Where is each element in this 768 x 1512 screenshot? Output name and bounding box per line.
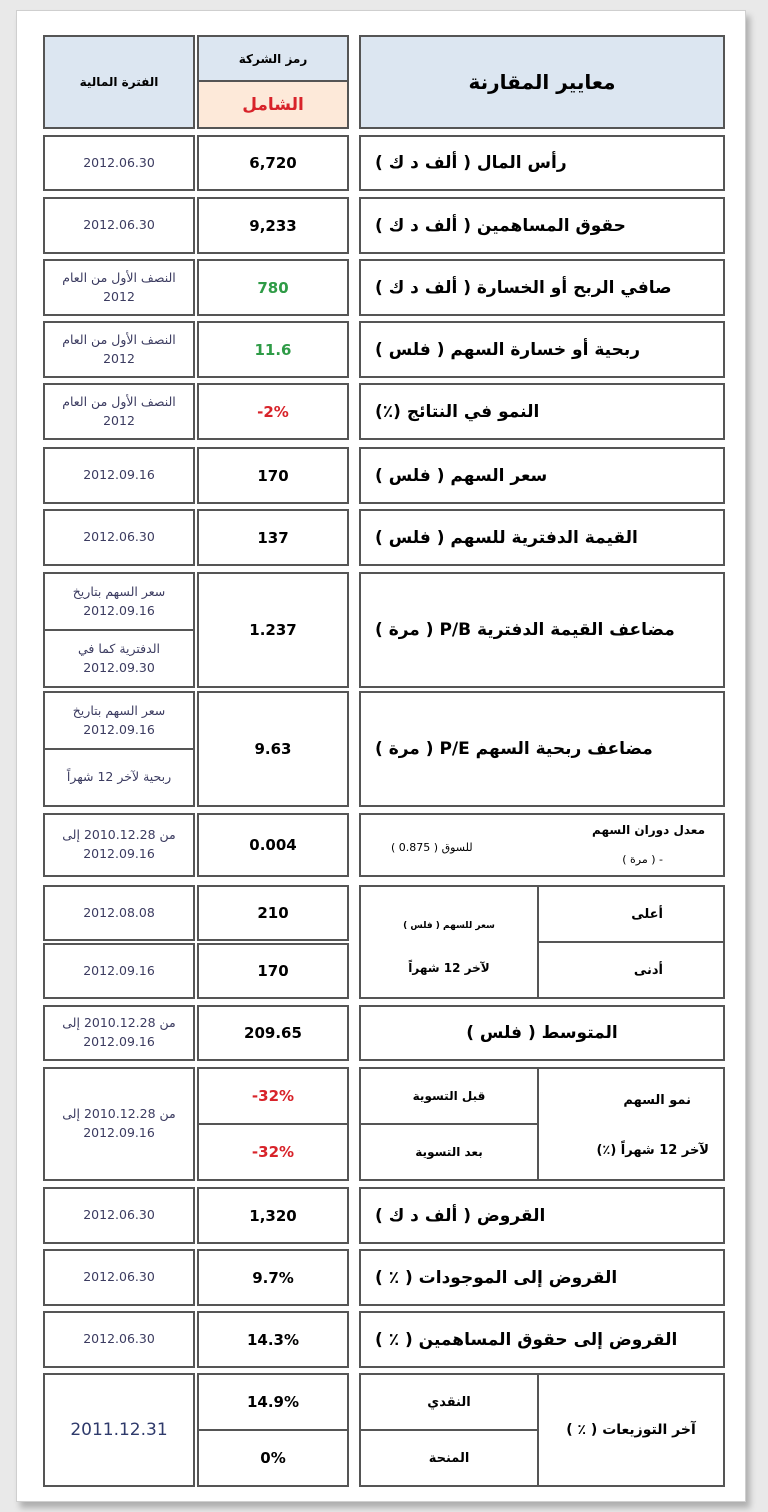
- high-value: 210: [197, 885, 349, 941]
- low-label: أدنى: [537, 941, 725, 999]
- share-growth-after-value: -32%: [197, 1123, 349, 1181]
- company-code-label: رمز الشركة: [238, 51, 308, 66]
- capital-value: 6,720: [197, 135, 349, 191]
- loans-equity-value: 14.3%: [197, 1311, 349, 1368]
- capital-label: رأس المال ( ألف د ك ): [359, 135, 725, 191]
- pb-value: 1.237: [197, 572, 349, 688]
- period-header-text: الفترة المالية: [79, 75, 159, 89]
- pb-period-book: الدفترية كما في 2012.09.30: [43, 629, 195, 688]
- share-growth-label-bottom: لآخر 12 شهراً (٪): [596, 1143, 709, 1158]
- period-header: [43, 35, 195, 129]
- turnover-label-main: معدل دوران السهم: [592, 823, 705, 837]
- loans-value: 1,320: [197, 1187, 349, 1244]
- loans-assets-label: القروض إلى الموجودات ( ٪ ): [359, 1249, 725, 1306]
- company-code-header: [197, 35, 349, 82]
- book-value-label: القيمة الدفترية للسهم ( فلس ): [359, 509, 725, 566]
- loans-label: القروض ( ألف د ك ): [359, 1187, 725, 1244]
- turnover-label-market: للسوق ( 0.875 ): [391, 841, 473, 854]
- average-label: المتوسط ( فلس ): [359, 1005, 725, 1061]
- pb-label: مضاعف القيمة الدفترية P/B ( مرة ): [359, 572, 725, 688]
- turnover-label-unit: ( مرة ) -: [622, 853, 663, 866]
- turnover-period: من 2010.12.28 إلى 2012.09.16: [43, 813, 195, 877]
- dividends-cash-label: النقدي: [359, 1373, 539, 1431]
- loans-period: 2012.06.30: [43, 1187, 195, 1244]
- share-growth-label-top: نمو السهم: [623, 1093, 691, 1108]
- high-period: 2012.08.08: [43, 885, 195, 941]
- price-label: سعر السهم ( فلس ): [359, 447, 725, 504]
- dividends-period: 2011.12.31: [43, 1373, 195, 1487]
- capital-period: 2012.06.30: [43, 135, 195, 191]
- dividends-bonus-label: المنحة: [359, 1429, 539, 1487]
- pb-period-price: سعر السهم بتاريخ 2012.09.16: [43, 572, 195, 631]
- loans-equity-label: القروض إلى حقوق المساهمين ( ٪ ): [359, 1311, 725, 1368]
- price-value: 170: [197, 447, 349, 504]
- low-period: 2012.09.16: [43, 943, 195, 999]
- eps-value: 11.6: [197, 321, 349, 378]
- share-growth-period: من 2010.12.28 إلى 2012.09.16: [43, 1067, 195, 1181]
- share-growth-before-value: -32%: [197, 1067, 349, 1125]
- equity-label: حقوق المساهمين ( ألف د ك ): [359, 197, 725, 254]
- net-profit-label: صافي الربح أو الخسارة ( ألف د ك ): [359, 259, 725, 316]
- turnover-value: 0.004: [197, 813, 349, 877]
- book-value-value: 137: [197, 509, 349, 566]
- dividends-label: آخر التوزيعات ( ٪ ): [537, 1373, 725, 1487]
- company-name-cell: [197, 80, 349, 129]
- share-growth-before-label: قبل التسوية: [359, 1067, 539, 1125]
- range-label-bottom: لآخر 12 شهراً: [408, 961, 490, 975]
- pe-label: مضاعف ربحية السهم P/E ( مرة ): [359, 691, 725, 807]
- price-range-label: [359, 885, 539, 999]
- loans-equity-period: 2012.06.30: [43, 1311, 195, 1368]
- pe-value: 9.63: [197, 691, 349, 807]
- company-name: الشامل: [242, 94, 304, 115]
- dividends-cash-value: 14.9%: [197, 1373, 349, 1431]
- net-profit-value: 780: [197, 259, 349, 316]
- equity-value: 9,233: [197, 197, 349, 254]
- range-label-top: سعر للسهم ( فلس ): [403, 921, 495, 931]
- loans-assets-value: 9.7%: [197, 1249, 349, 1306]
- share-growth-after-label: بعد التسوية: [359, 1123, 539, 1181]
- criteria-header: [359, 35, 725, 129]
- growth-label: النمو في النتائج (٪): [359, 383, 725, 440]
- growth-value: -2%: [197, 383, 349, 440]
- average-value: 209.65: [197, 1005, 349, 1061]
- turnover-label: [359, 813, 725, 877]
- comparison-sheet: [16, 10, 746, 1502]
- average-period: من 2010.12.28 إلى 2012.09.16: [43, 1005, 195, 1061]
- high-label: أعلى: [537, 885, 725, 943]
- growth-period: النصف الأول من العام 2012: [43, 383, 195, 440]
- pe-period-price: سعر السهم بتاريخ 2012.09.16: [43, 691, 195, 750]
- pe-period-earnings: ربحية لآخر 12 شهراً: [43, 748, 195, 807]
- criteria-header-text: معايير المقارنة: [468, 70, 616, 94]
- share-growth-label: [537, 1067, 725, 1181]
- book-value-period: 2012.06.30: [43, 509, 195, 566]
- eps-period: النصف الأول من العام 2012: [43, 321, 195, 378]
- eps-label: ربحية أو خسارة السهم ( فلس ): [359, 321, 725, 378]
- equity-period: 2012.06.30: [43, 197, 195, 254]
- net-profit-period: النصف الأول من العام 2012: [43, 259, 195, 316]
- price-period: 2012.09.16: [43, 447, 195, 504]
- dividends-bonus-value: 0%: [197, 1429, 349, 1487]
- loans-assets-period: 2012.06.30: [43, 1249, 195, 1306]
- low-value: 170: [197, 943, 349, 999]
